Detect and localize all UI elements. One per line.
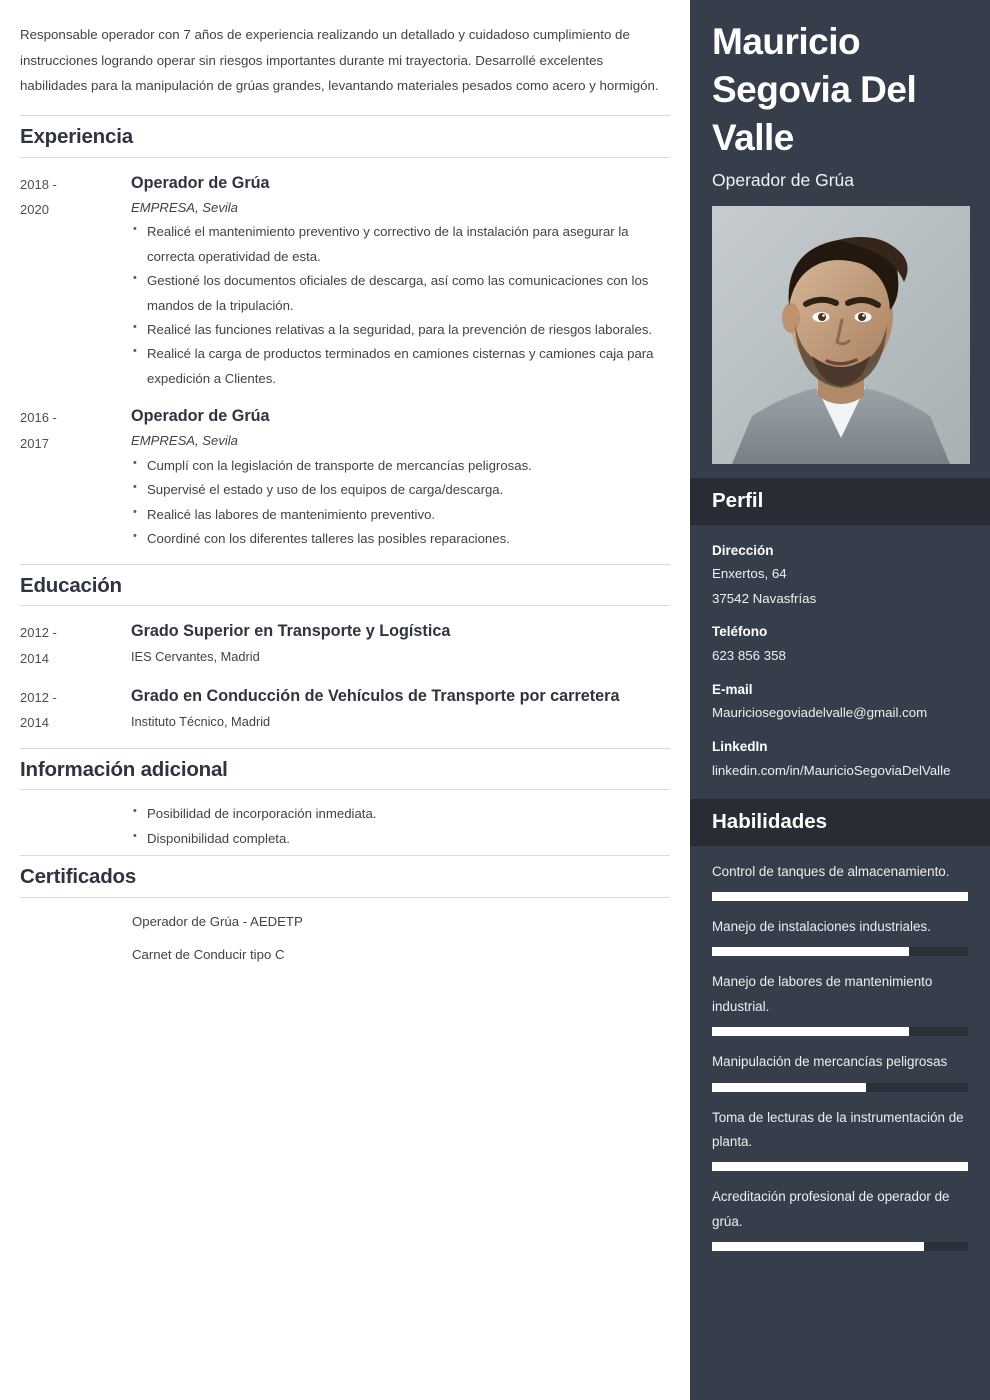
skill-bar-track [712, 1242, 968, 1251]
section-title-experience: Experiencia [20, 124, 133, 148]
experience-entry [20, 170, 670, 392]
contact-label: LinkedIn [712, 738, 768, 754]
skill-label: Manipulación de mercancías peligrosas [712, 1054, 948, 1070]
sidebar-title-skills: Habilidades [712, 810, 828, 834]
list-item: • Cumplí con la legislación de transporte de mercancías peligrosas. [131, 454, 662, 478]
list-item: • Posibilidad de incorporación inmediata. [131, 802, 670, 826]
section-experience [20, 115, 670, 552]
section-additional-info [20, 748, 670, 851]
degree-title: Grado Superior en Transporte y Logística [131, 622, 451, 641]
section-header-experience [20, 115, 670, 158]
section-header-certificates [20, 855, 670, 898]
skill-item [712, 1106, 968, 1172]
skill-bar-fill [712, 1242, 924, 1251]
contact-value-linkedin[interactable]: linkedin.com/in/MauricioSegoviaDelValle [712, 762, 951, 778]
skill-item [712, 1185, 968, 1251]
contact-group-linkedin [712, 735, 968, 783]
skill-label: Manejo de instalaciones industriales. [712, 919, 931, 935]
skill-bar-track [712, 1162, 968, 1171]
list-item: • Realicé las labores de mantenimiento preventivo. [131, 503, 662, 527]
list-item: • Coordiné con los diferentes talleres las posibles reparaciones. [131, 527, 662, 551]
list-item: • Gestioné los documentos oficiales de descarga, así como las comunicaciones con los mandos de la tripulación. [131, 269, 662, 318]
certificate-item: Operador de Grúa - AEDETP [132, 913, 303, 929]
section-header-education [20, 564, 670, 607]
contact-label: Teléfono [712, 624, 768, 640]
skill-item [712, 915, 968, 956]
additional-body [131, 802, 670, 851]
education-date [20, 618, 131, 671]
skill-label: Manejo de labores de mantenimiento industrial. [712, 974, 933, 1014]
date-to: 2014 [20, 650, 49, 666]
experience-date [20, 403, 131, 551]
experience-date [20, 170, 131, 392]
date-from: 2012 - [20, 689, 57, 705]
list-item: • Realicé la carga de productos terminados en camiones cisternas y camiones caja para expedición a Clientes. [131, 342, 662, 391]
education-date [20, 683, 131, 736]
skill-bar-track [712, 892, 968, 901]
contact-label: E-mail [712, 681, 753, 697]
portrait-photo-icon [712, 206, 970, 464]
sidebar-header [690, 0, 990, 464]
skill-bar-track [712, 1027, 968, 1036]
list-item: • Supervisé el estado y uso de los equipos de carga/descarga. [131, 478, 662, 502]
job-title: Operador de Grúa [131, 407, 270, 426]
contact-group-phone [712, 620, 968, 668]
contact-value: Enxertos, 64 [712, 566, 787, 582]
candidate-role: Operador de Grúa [712, 170, 855, 191]
skill-bar-track [712, 1083, 968, 1092]
experience-body [131, 403, 670, 551]
section-title-education: Educación [20, 573, 122, 597]
date-from: 2016 - [20, 410, 57, 426]
date-to: 2014 [20, 715, 49, 731]
skill-bar-fill [712, 1083, 866, 1092]
sidebar [690, 0, 990, 1400]
skill-bar-track [712, 947, 968, 956]
job-company: EMPRESA, Sevila [131, 433, 238, 449]
section-title-certificates: Certificados [20, 865, 137, 889]
school-name: IES Cervantes, Madrid [131, 649, 260, 665]
additional-bullets [131, 802, 670, 851]
degree-title: Grado en Conducción de Vehículos de Transporte por carretera [131, 686, 620, 705]
sidebar-section-header-profile [690, 478, 990, 525]
section-header-additional [20, 748, 670, 791]
list-item: • Realicé el mantenimiento preventivo y correctivo de la instalación para asegurar la correcta operatividad de esta. [131, 220, 662, 269]
professional-summary: Responsable operador con 7 años de experiencia realizando un detallado y cuidadoso cumplimiento de instrucciones logrando operar sin riesgos importantes durante mi trayectoria. Desarrollé excelentes habilidades para la manipulación de grúas grandes, levantando materiales pesados como acero y hormigón. [20, 27, 659, 94]
skill-item [712, 970, 968, 1036]
skill-bar-fill [712, 1162, 968, 1171]
skill-label: Control de tanques de almacenamiento. [712, 863, 950, 879]
profile-body [690, 525, 990, 799]
date-from: 2018 - [20, 176, 57, 192]
job-title: Operador de Grúa [131, 173, 270, 192]
skill-item [712, 860, 968, 901]
job-bullets [131, 220, 662, 391]
list-item: • Disponibilidad completa. [131, 827, 670, 851]
contact-value-email[interactable]: Mauriciosegoviadelvalle@gmail.com [712, 705, 928, 721]
skill-label: Acreditación profesional de operador de grúa. [712, 1189, 950, 1229]
job-bullets [131, 454, 662, 552]
section-certificates [20, 855, 670, 966]
skill-bar-fill [712, 947, 909, 956]
school-name: Instituto Técnico, Madrid [131, 714, 271, 730]
section-education [20, 564, 670, 736]
education-entry [20, 618, 670, 671]
list-item: • Realicé las funciones relativas a la seguridad, para la prevención de riesgos laborales. [131, 318, 662, 342]
sidebar-section-header-skills [690, 799, 990, 846]
contact-label: Dirección [712, 542, 774, 558]
experience-entry [20, 403, 670, 551]
certificate-item: Carnet de Conducir tipo C [132, 946, 285, 962]
skill-label: Toma de lecturas de la instrumentación de planta. [712, 1109, 964, 1150]
job-company: EMPRESA, Sevila [131, 199, 238, 215]
contact-value: 37542 Navasfrías [712, 590, 817, 606]
experience-body [131, 170, 670, 392]
education-body [131, 618, 670, 671]
contact-value: 623 856 358 [712, 648, 786, 664]
section-title-additional: Información adicional [20, 757, 228, 781]
contact-group-email [712, 678, 968, 726]
date-to: 2020 [20, 201, 49, 217]
skill-bar-fill [712, 892, 968, 901]
date-to: 2017 [20, 435, 49, 451]
candidate-name: Mauricio Segovia Del Valle [712, 21, 917, 159]
skill-bar-fill [712, 1027, 909, 1036]
sidebar-title-profile: Perfil [712, 489, 764, 513]
education-body [131, 683, 670, 736]
skills-body [690, 846, 990, 1252]
skill-item [712, 1050, 968, 1091]
avatar [712, 206, 970, 464]
date-from: 2012 - [20, 625, 57, 641]
contact-group-address [712, 539, 968, 612]
education-entry [20, 683, 670, 736]
certificates-body [131, 910, 670, 966]
